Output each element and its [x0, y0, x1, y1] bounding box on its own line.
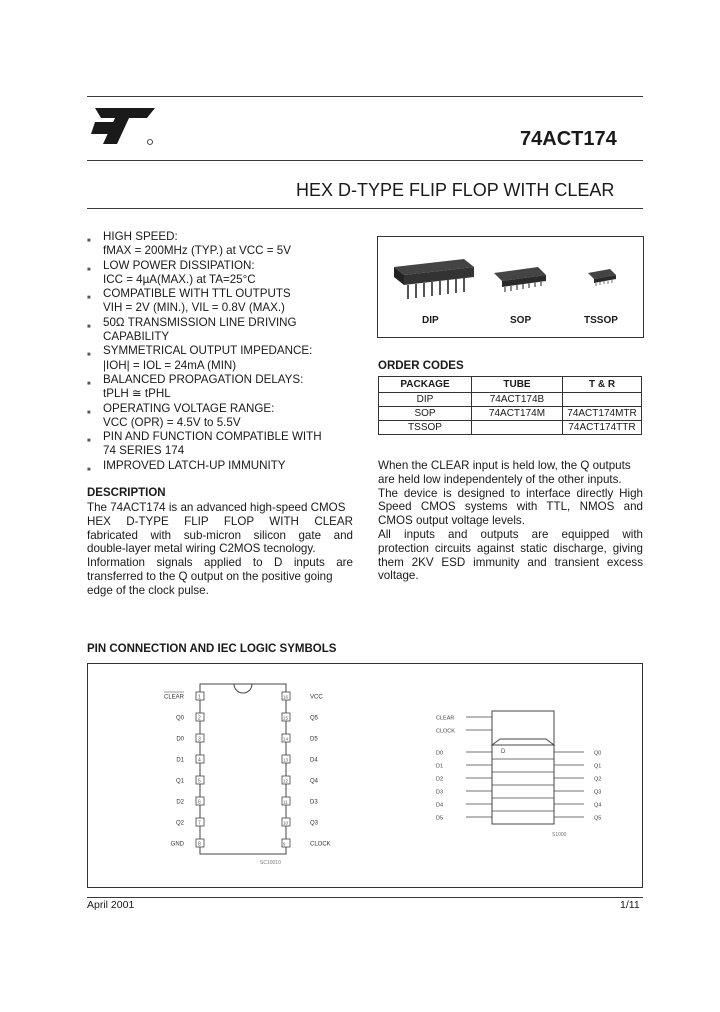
- iec-input-label: D5: [436, 815, 444, 822]
- table-cell: DIP: [379, 393, 472, 407]
- iec-control-notch: [492, 739, 554, 745]
- pin-number: 11: [283, 799, 288, 805]
- list-item: ■ HIGH SPEED: fMAX = 200MHz (TYP.) at VCC = 5V: [87, 230, 291, 258]
- text-line: fabricated with sub-micron silicon gate and: [87, 528, 353, 542]
- text-line: voltage.: [378, 569, 419, 583]
- pin-label-right: Q5: [310, 715, 319, 722]
- pin-label-left: D1: [176, 757, 184, 764]
- sop-package-image: [494, 267, 546, 292]
- pin-connection-heading: PIN CONNECTION AND IEC LOGIC SYMBOLS: [87, 643, 337, 655]
- iec-input-label: D2: [436, 776, 444, 783]
- iec-output-label: Q4: [594, 802, 602, 809]
- package-images-box: [377, 236, 644, 338]
- list-item: ■ 50Ω TRANSMISSION LINE DRIVING CAPABILITY: [87, 315, 297, 344]
- list-item: ■ OPERATING VOLTAGE RANGE: VCC (OPR) = 4.5V to 5.5V: [87, 401, 275, 429]
- dip-package-image: [394, 259, 474, 299]
- pin-label-left: D2: [176, 799, 184, 806]
- column-header: PACKAGE: [379, 377, 472, 393]
- text-line: protection circuits against static discharge, giving: [378, 541, 643, 555]
- pin-number: 16: [283, 694, 289, 700]
- text-line: Speed CMOS systems with TTL, NMOS and: [378, 500, 643, 514]
- sop-label: SOP: [510, 315, 532, 326]
- text-line: The device is designed to interface directly High: [378, 486, 643, 500]
- pin-label-left: GND: [170, 841, 184, 848]
- table-cell: 74ACT174M: [472, 407, 563, 421]
- st-logo: [87, 104, 159, 148]
- pin-label-right: D3: [310, 799, 318, 806]
- text-line: HEX D-TYPE FLIP FLOP WITH CLEAR: [87, 514, 353, 528]
- pin-label-left: Q1: [175, 778, 184, 785]
- column-header: TUBE: [472, 377, 563, 393]
- text-line: Information signals applied to D inputs are: [87, 556, 353, 570]
- title-rule: [87, 208, 643, 209]
- dip-label: DIP: [422, 315, 439, 326]
- order-codes-heading: ORDER CODES: [378, 360, 464, 372]
- pin-number: 15: [283, 715, 289, 721]
- description-heading: DESCRIPTION: [87, 487, 166, 499]
- table-cell: 74ACT174TTR: [563, 421, 642, 435]
- text-line: them 2KV ESD immunity and transient excess: [378, 555, 643, 569]
- table-row: [379, 407, 642, 421]
- description-right: [378, 459, 643, 583]
- list-item: ■ IMPROVED LATCH-UP IMMUNITY: [87, 458, 286, 473]
- pin-label-right: Q4: [310, 778, 319, 785]
- text-line: CMOS output voltage levels.: [378, 514, 525, 528]
- iec-input-label: D0: [436, 750, 444, 757]
- pin-number: 10: [283, 820, 289, 826]
- pin-number: 12: [283, 778, 289, 784]
- iec-control-block: [492, 711, 554, 745]
- table-cell: TSSOP: [379, 421, 472, 435]
- top-rule: [87, 96, 643, 97]
- iec-input-label: D1: [436, 763, 444, 770]
- list-item: ■ LOW POWER DISSIPATION: ICC = 4µA(MAX.) at TA=25°C: [87, 258, 256, 286]
- figure-id-left: SC10010: [260, 860, 281, 866]
- text-line: When the CLEAR input is held low, the Q outputs: [378, 459, 631, 472]
- footer-rule: [87, 897, 643, 898]
- pin-label-left: Q0: [175, 715, 184, 722]
- pin-number: 8: [198, 841, 201, 848]
- iec-input-label: CLEAR: [436, 715, 455, 722]
- table-cell: [563, 393, 642, 407]
- text-line: transferred to the Q output on the positive going: [87, 569, 333, 583]
- list-item: ■ PIN AND FUNCTION COMPATIBLE WITH 74 SERIES 174: [87, 430, 322, 458]
- pin-label-left: Q2: [175, 820, 184, 827]
- pin-number: 3: [198, 736, 201, 743]
- text-line: The 74ACT174 is an advanced high-speed CMOS: [87, 501, 346, 514]
- svg-text:D: D: [501, 749, 506, 755]
- pin-label-right: Q3: [310, 820, 319, 827]
- dip-notch: [234, 684, 252, 693]
- text-line: All inputs and outputs are equipped with: [378, 527, 643, 541]
- pin-number: 14: [283, 736, 289, 742]
- feature-list: [87, 230, 357, 473]
- table-cell: 74ACT174MTR: [563, 407, 642, 421]
- table-row: [379, 393, 642, 407]
- iec-register-block: [492, 745, 554, 824]
- pin-number: 5: [198, 778, 201, 785]
- text-line: are held low independentely of the other inputs.: [378, 472, 622, 486]
- pin-number: 1: [198, 694, 201, 701]
- text-line: double-layer metal wiring C2MOS tecnology.: [87, 542, 316, 556]
- list-item: ■ COMPATIBLE WITH TTL OUTPUTS VIH = 2V (MIN.), VIL = 0.8V (MAX.): [87, 287, 291, 315]
- table-header-row: [379, 377, 642, 393]
- pin-label-left: D0: [176, 736, 184, 743]
- iec-input-label: CLOCK: [436, 728, 455, 735]
- list-item: ■ SYMMETRICAL OUTPUT IMPEDANCE: |IOH| = IOL = 24mA (MIN): [87, 344, 313, 372]
- pin-label-right: D5: [310, 736, 318, 743]
- iec-output-label: Q0: [594, 750, 602, 757]
- pin-diagram-frame: [87, 663, 643, 888]
- iec-output-label: Q1: [594, 763, 602, 770]
- text-line: edge of the clock pulse.: [87, 583, 209, 597]
- pin-label-right: CLOCK: [310, 841, 331, 848]
- pin-label-right: VCC: [310, 694, 323, 701]
- list-item: ■ BALANCED PROPAGATION DELAYS: tPLH ≅ tPHL: [87, 372, 304, 401]
- table-cell: [472, 421, 563, 435]
- iec-input-label: D4: [436, 802, 444, 809]
- pin-number: 2: [198, 715, 201, 722]
- pin-number: 13: [283, 757, 289, 763]
- pin-label-left: CLEAR: [163, 694, 184, 701]
- header-rule: [87, 160, 643, 161]
- table-cell: SOP: [379, 407, 472, 421]
- iec-output-label: Q5: [594, 815, 602, 822]
- figure-id-right: S1000: [552, 832, 567, 838]
- footer-page: 1/11: [620, 899, 640, 911]
- iec-input-label: D3: [436, 789, 444, 796]
- pin-connection-diagram: [88, 664, 642, 887]
- iec-output-label: Q3: [594, 789, 602, 796]
- column-header: T & R: [563, 377, 642, 393]
- part-number: 74ACT174: [520, 128, 617, 150]
- pin-label-right: D4: [310, 757, 318, 764]
- dip-body: [200, 684, 286, 854]
- iec-output-label: Q2: [594, 776, 602, 783]
- pin-number: 6: [198, 799, 201, 806]
- tssop-package-image: [588, 269, 616, 286]
- pin-number: 9: [283, 841, 286, 847]
- table-cell: 74ACT174B: [472, 393, 563, 407]
- pin-number: 7: [198, 820, 201, 827]
- description-left: [87, 501, 353, 598]
- tssop-label: TSSOP: [584, 315, 618, 326]
- pin-number: 4: [198, 757, 201, 764]
- order-codes-table: [378, 376, 642, 435]
- footer-date: April 2001: [87, 899, 135, 911]
- page-title: HEX D-TYPE FLIP FLOP WITH CLEAR: [296, 180, 615, 200]
- table-row: [379, 421, 642, 435]
